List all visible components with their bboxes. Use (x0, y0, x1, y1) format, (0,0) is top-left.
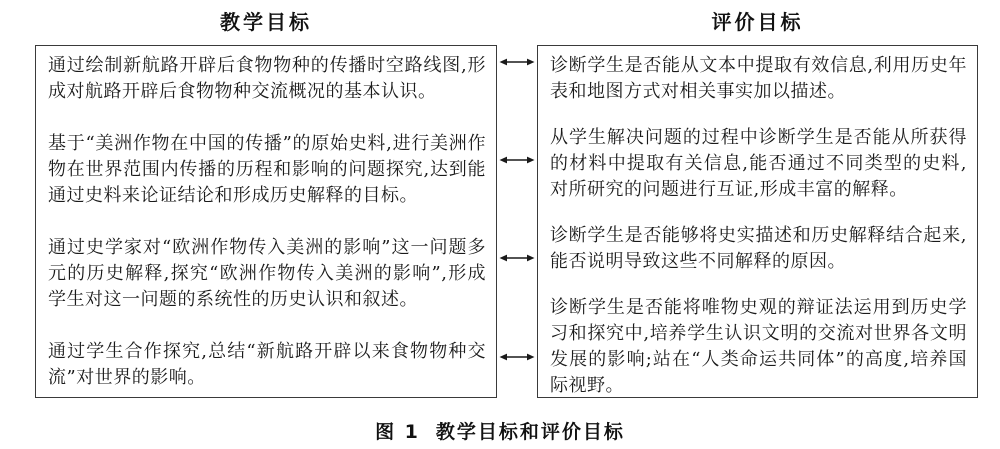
evaluation-objective-item: 诊断学生是否能将唯物史观的辩证法运用到历史学习和探究中,培养学生认识文明的交流对世界各文明发展的影响;站在“人类命运共同体”的高度,培养国际视野。 (550, 297, 967, 396)
figure-caption-label: 图 1 (375, 421, 420, 443)
teaching-objective-item: 通过绘制新航路开辟后食物物种的传播时空路线图,形成对航路开辟后食物物种交流概况的基本认识。 (48, 55, 486, 102)
evaluation-objective-item: 诊断学生是否能够将史实描述和历史解释结合起来,能否说明导致这些不同解释的原因。 (550, 225, 967, 272)
teaching-objective-item: 基于“美洲作物在中国的传播”的原始史料,进行美洲作物在世界范围内传播的历程和影响的问题探究,达到能通过史料来论证结论和形成历史解释的目标。 (48, 133, 486, 206)
teaching-objectives-box (35, 45, 497, 398)
figure-caption (0, 417, 1000, 444)
bidirectional-arrow-icon (498, 252, 536, 264)
left-column-title: 教学目标 (220, 10, 312, 34)
bidirectional-arrow-icon (498, 351, 536, 363)
evaluation-objective-item: 诊断学生是否能从文本中提取有效信息,利用历史年表和地图方式对相关事实加以描述。 (550, 55, 967, 102)
right-column-title: 评价目标 (711, 10, 804, 34)
evaluation-objective-item: 从学生解决问题的过程中诊断学生是否能从所获得的材料中提取有关信息,能否通过不同类型的史料,对所研究的问题进行互证,形成丰富的解释。 (550, 127, 967, 200)
teaching-objective-item: 通过史学家对“欧洲作物传入美洲的影响”这一问题多元的历史解释,探究“欧洲作物传入美洲的影响”,形成学生对这一问题的系统性的历史认识和叙述。 (48, 237, 486, 310)
evaluation-objectives-box (537, 45, 978, 398)
figure-caption-text: 教学目标和评价目标 (435, 421, 625, 443)
bidirectional-arrow-icon (498, 56, 536, 68)
teaching-objective-item: 通过学生合作探究,总结“新航路开辟以来食物物种交流”对世界的影响。 (48, 341, 486, 388)
bidirectional-arrow-icon (498, 154, 536, 166)
